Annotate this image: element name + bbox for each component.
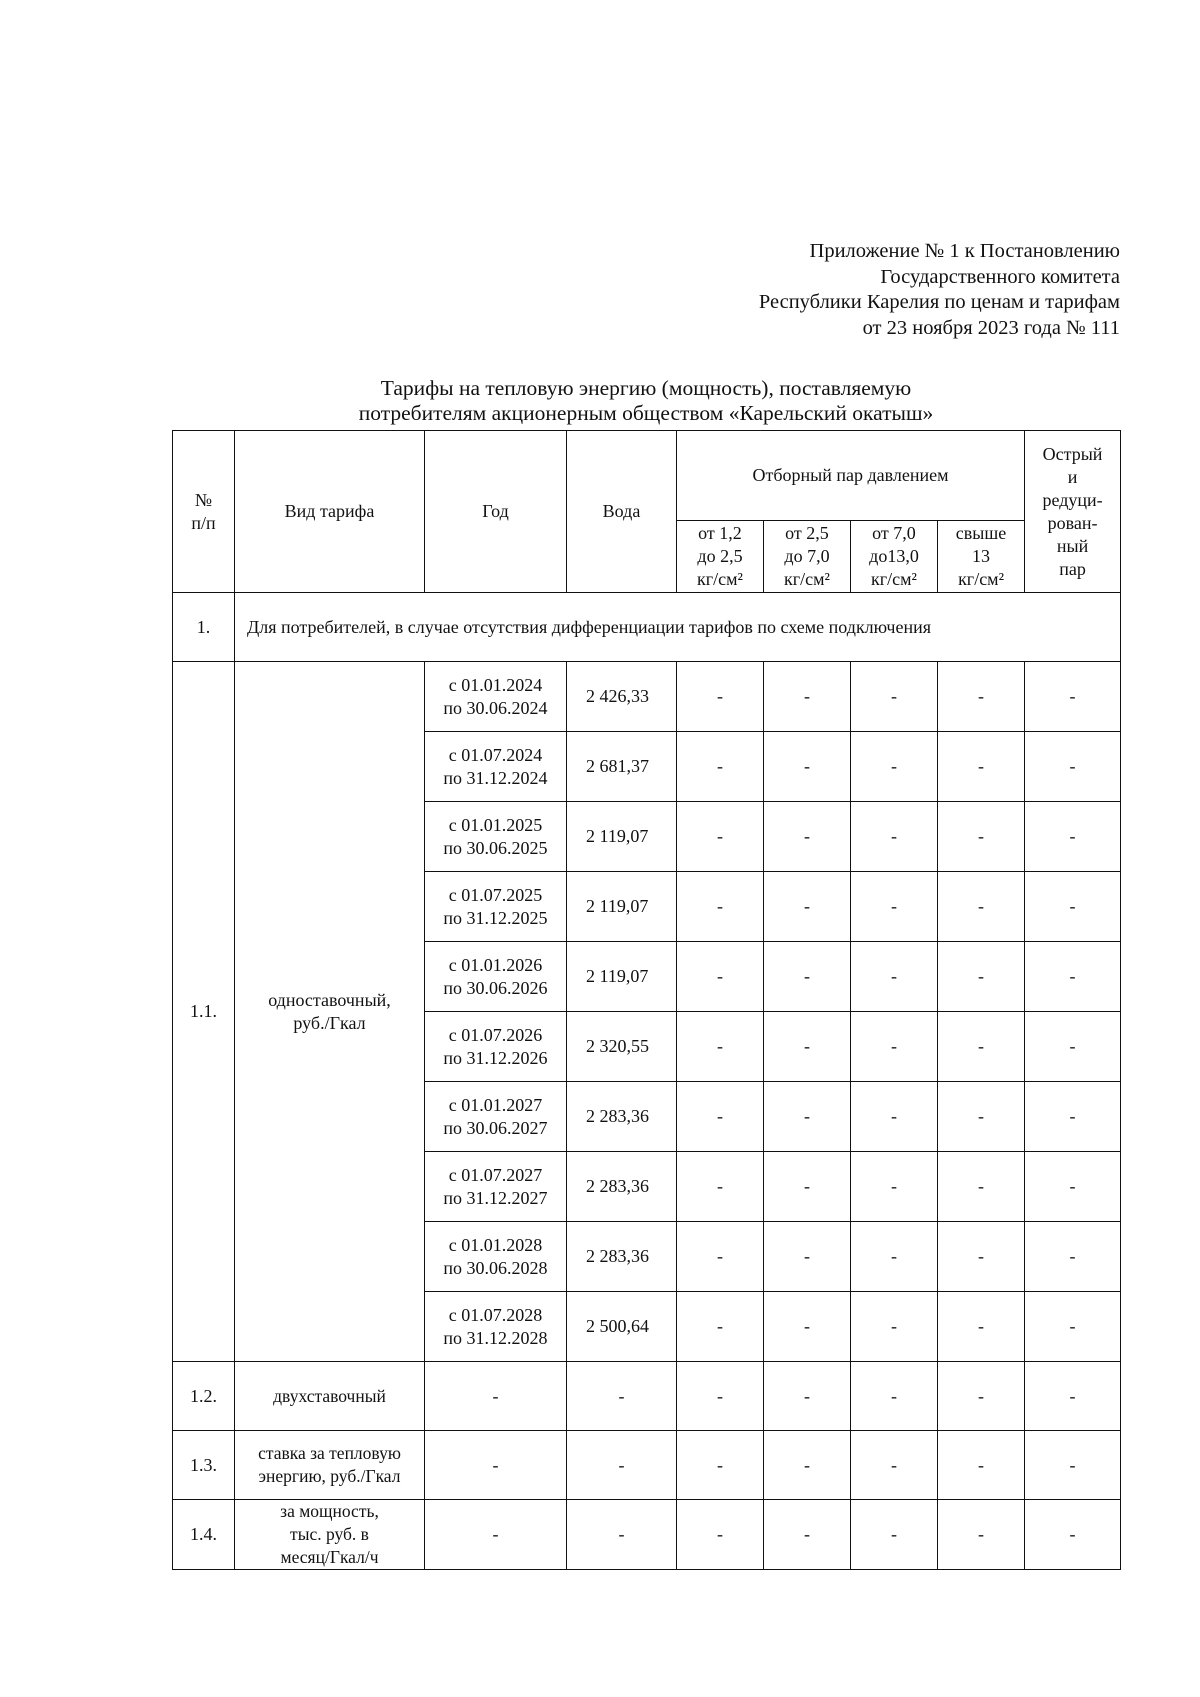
cell-line: месяц/Гкал/ч xyxy=(280,1547,379,1567)
water-value: 2 681,37 xyxy=(567,732,677,802)
steam-1-value: - xyxy=(677,872,764,942)
water-value: - xyxy=(567,1362,677,1431)
cell-line: Острый xyxy=(1042,443,1103,464)
appendix-header xyxy=(600,239,1120,341)
sharp-steam-value: - xyxy=(1025,872,1121,942)
period-cell xyxy=(425,872,567,942)
steam-2-value: - xyxy=(764,1222,851,1292)
water-value: 2 119,07 xyxy=(567,942,677,1012)
steam-1-value: - xyxy=(677,1431,764,1500)
tariff-type xyxy=(235,662,425,1362)
row-number: 1.2. xyxy=(173,1362,235,1431)
steam-3-value: - xyxy=(851,1222,938,1292)
table-row xyxy=(173,1500,1121,1570)
period-cell xyxy=(425,1012,567,1082)
period-cell xyxy=(425,942,567,1012)
period-cell: - xyxy=(425,1500,567,1570)
steam-1-value: - xyxy=(677,802,764,872)
cell-line: по 30.06.2028 xyxy=(443,1257,548,1278)
steam-3-value: - xyxy=(851,872,938,942)
cell-line: редуци- xyxy=(1042,489,1103,510)
cell-line: двухставочный xyxy=(273,1385,386,1406)
cell-line: от 1,2 xyxy=(698,523,742,543)
period-cell xyxy=(425,802,567,872)
water-value: 2 119,07 xyxy=(567,802,677,872)
steam-1-value: - xyxy=(677,732,764,802)
water-value: 2 119,07 xyxy=(567,872,677,942)
steam-4-value: - xyxy=(938,1082,1025,1152)
steam-2-value: - xyxy=(764,1362,851,1431)
steam-1-value: - xyxy=(677,1292,764,1362)
sharp-steam-value: - xyxy=(1025,662,1121,732)
water-value: - xyxy=(567,1431,677,1500)
period-cell xyxy=(425,662,567,732)
steam-2-value: - xyxy=(764,662,851,732)
cell-line: с 01.01.2028 xyxy=(448,1234,543,1255)
tariff-type xyxy=(235,1431,425,1500)
row-number: 1.3. xyxy=(173,1431,235,1500)
steam-1-value: - xyxy=(677,662,764,732)
cell-line: с 01.01.2026 xyxy=(448,954,543,975)
title-line: Тарифы на тепловую энергию (мощность), поставляемую xyxy=(380,376,912,400)
steam-4-value: - xyxy=(938,1362,1025,1431)
sharp-steam-value: - xyxy=(1025,1292,1121,1362)
cell-line: кг/см² xyxy=(697,569,743,589)
cell-line: по 31.12.2028 xyxy=(443,1327,548,1348)
cell-line: до 7,0 xyxy=(784,546,830,566)
cell-line: энергию, руб./Гкал xyxy=(258,1466,401,1486)
steam-4-value: - xyxy=(938,1431,1025,1500)
sharp-steam-value: - xyxy=(1025,732,1121,802)
steam-4-value: - xyxy=(938,1500,1025,1570)
steam-4-value: - xyxy=(938,872,1025,942)
cell-line: с 01.07.2028 xyxy=(448,1304,543,1325)
document-title xyxy=(172,376,1120,426)
water-value: 2 500,64 xyxy=(567,1292,677,1362)
tariff-type xyxy=(235,1362,425,1431)
sharp-steam-value: - xyxy=(1025,942,1121,1012)
cell-line: по 30.06.2024 xyxy=(443,697,548,718)
header-line: Государственного комитета xyxy=(880,265,1120,288)
cell-line: от 2,5 xyxy=(785,523,829,543)
table-row xyxy=(173,1362,1121,1431)
steam-4-value: - xyxy=(938,1012,1025,1082)
sharp-steam-value: - xyxy=(1025,1012,1121,1082)
tariff-type xyxy=(235,1500,425,1570)
cell-line: одноставочный, xyxy=(268,989,391,1010)
steam-4-value: - xyxy=(938,1222,1025,1292)
row-number: 1.4. xyxy=(173,1500,235,1570)
steam-2-value: - xyxy=(764,942,851,1012)
cell-line: кг/см² xyxy=(958,569,1004,589)
col-header-steam-4 xyxy=(938,521,1025,593)
sharp-steam-value: - xyxy=(1025,1222,1121,1292)
steam-4-value: - xyxy=(938,1292,1025,1362)
steam-2-value: - xyxy=(764,732,851,802)
cell-line: п/п xyxy=(191,512,216,533)
steam-3-value: - xyxy=(851,1362,938,1431)
cell-line: с 01.01.2025 xyxy=(448,814,543,835)
steam-1-value: - xyxy=(677,1012,764,1082)
period-cell xyxy=(425,1082,567,1152)
steam-2-value: - xyxy=(764,1082,851,1152)
period-cell xyxy=(425,1292,567,1362)
col-header-num xyxy=(173,431,235,593)
col-header-steam-3 xyxy=(851,521,938,593)
cell-line: до 2,5 xyxy=(697,546,743,566)
steam-4-value: - xyxy=(938,732,1025,802)
cell-line: и xyxy=(1067,466,1078,487)
sharp-steam-value: - xyxy=(1025,1152,1121,1222)
header-line: от 23 ноября 2023 года № 111 xyxy=(862,316,1120,339)
water-value: 2 283,36 xyxy=(567,1222,677,1292)
steam-1-value: - xyxy=(677,1152,764,1222)
cell-line: с 01.01.2027 xyxy=(448,1094,543,1115)
steam-4-value: - xyxy=(938,802,1025,872)
cell-line: до13,0 xyxy=(869,546,919,566)
cell-line: с 01.07.2026 xyxy=(448,1024,543,1045)
steam-3-value: - xyxy=(851,1431,938,1500)
sharp-steam-value: - xyxy=(1025,1082,1121,1152)
cell-line: тыс. руб. в xyxy=(290,1524,369,1544)
steam-2-value: - xyxy=(764,1431,851,1500)
col-header-sharp-steam xyxy=(1025,431,1121,593)
steam-1-value: - xyxy=(677,942,764,1012)
cell-line: кг/см² xyxy=(871,569,917,589)
cell-line: кг/см² xyxy=(784,569,830,589)
steam-3-value: - xyxy=(851,942,938,1012)
header-row xyxy=(173,431,1121,521)
cell-line: рован- xyxy=(1047,512,1098,533)
cell-line: по 30.06.2027 xyxy=(443,1117,548,1138)
steam-1-value: - xyxy=(677,1222,764,1292)
steam-1-value: - xyxy=(677,1500,764,1570)
steam-2-value: - xyxy=(764,1152,851,1222)
water-value: 2 426,33 xyxy=(567,662,677,732)
col-header-steam-2 xyxy=(764,521,851,593)
cell-line: с 01.07.2027 xyxy=(448,1164,543,1185)
steam-3-value: - xyxy=(851,1012,938,1082)
cell-line: по 31.12.2026 xyxy=(443,1047,548,1068)
title-line: потребителям акционерным обществом «Карельский окатыш» xyxy=(358,401,934,425)
header-line: Приложение № 1 к Постановлению xyxy=(809,240,1120,262)
steam-1-value: - xyxy=(677,1362,764,1431)
steam-3-value: - xyxy=(851,802,938,872)
cell-line: по 31.12.2025 xyxy=(443,907,548,928)
steam-3-value: - xyxy=(851,1082,938,1152)
steam-2-value: - xyxy=(764,802,851,872)
steam-4-value: - xyxy=(938,662,1025,732)
col-header-year: Год xyxy=(425,431,567,593)
steam-3-value: - xyxy=(851,1152,938,1222)
cell-line: за мощность, xyxy=(280,1501,379,1521)
steam-3-value: - xyxy=(851,732,938,802)
period-cell xyxy=(425,1222,567,1292)
tariff-table xyxy=(172,430,1121,1570)
cell-line: № xyxy=(194,489,213,510)
water-value: 2 320,55 xyxy=(567,1012,677,1082)
table-row xyxy=(173,1431,1121,1500)
steam-4-value: - xyxy=(938,1152,1025,1222)
cell-line: по 31.12.2027 xyxy=(443,1187,548,1208)
steam-3-value: - xyxy=(851,662,938,732)
cell-line: с 01.07.2024 xyxy=(448,744,543,765)
period-cell xyxy=(425,1152,567,1222)
steam-3-value: - xyxy=(851,1500,938,1570)
row-number: 1.1. xyxy=(173,662,235,1362)
steam-2-value: - xyxy=(764,872,851,942)
cell-line: от 7,0 xyxy=(872,523,916,543)
period-cell xyxy=(425,732,567,802)
water-value: 2 283,36 xyxy=(567,1152,677,1222)
col-header-steam-group: Отборный пар давлением xyxy=(677,431,1025,521)
steam-1-value: - xyxy=(677,1082,764,1152)
cell-line: с 01.07.2025 xyxy=(448,884,543,905)
steam-3-value: - xyxy=(851,1292,938,1362)
cell-line: по 31.12.2024 xyxy=(443,767,548,788)
cell-line: 13 xyxy=(972,546,991,566)
steam-4-value: - xyxy=(938,942,1025,1012)
sharp-steam-value: - xyxy=(1025,802,1121,872)
sharp-steam-value: - xyxy=(1025,1362,1121,1431)
water-value: - xyxy=(567,1500,677,1570)
col-header-water: Вода xyxy=(567,431,677,593)
steam-2-value: - xyxy=(764,1292,851,1362)
cell-line: ставка за тепловую xyxy=(258,1443,401,1463)
section-number: 1. xyxy=(173,593,235,662)
water-value: 2 283,36 xyxy=(567,1082,677,1152)
steam-2-value: - xyxy=(764,1012,851,1082)
cell-line: руб./Гкал xyxy=(293,1012,366,1033)
cell-line: ный xyxy=(1056,535,1089,556)
period-cell: - xyxy=(425,1362,567,1431)
period-cell: - xyxy=(425,1431,567,1500)
sharp-steam-value: - xyxy=(1025,1500,1121,1570)
section-title: Для потребителей, в случае отсутствия дифференциации тарифов по схеме подключения xyxy=(235,593,1121,662)
steam-2-value: - xyxy=(764,1500,851,1570)
header-line: Республики Карелия по ценам и тарифам xyxy=(758,291,1120,313)
cell-line: по 30.06.2025 xyxy=(443,837,548,858)
cell-line: по 30.06.2026 xyxy=(443,977,548,998)
table-row xyxy=(173,662,1121,732)
cell-line: с 01.01.2024 xyxy=(448,674,543,695)
sharp-steam-value: - xyxy=(1025,1431,1121,1500)
col-header-steam-1 xyxy=(677,521,764,593)
cell-line: свыше xyxy=(955,523,1007,543)
section-row xyxy=(173,593,1121,662)
cell-line: пар xyxy=(1059,558,1086,579)
col-header-type: Вид тарифа xyxy=(235,431,425,593)
